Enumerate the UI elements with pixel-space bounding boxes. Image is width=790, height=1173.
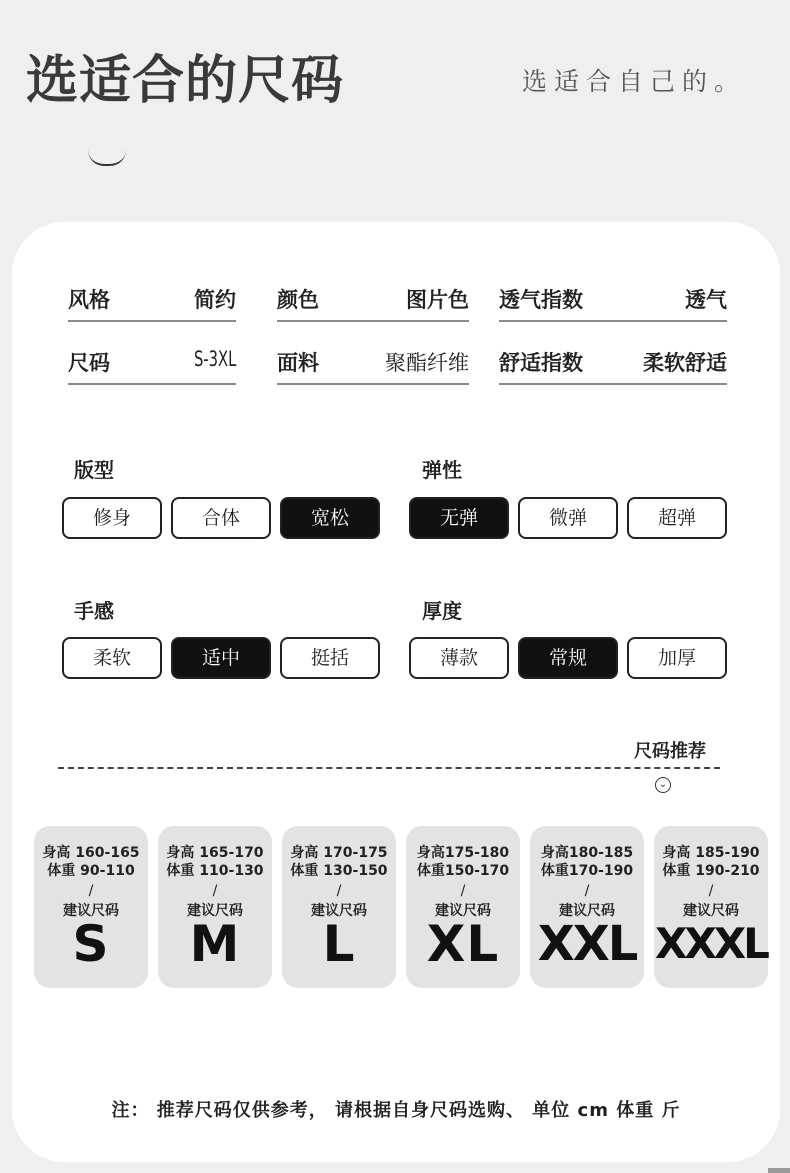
height-range: 身高180-185	[540, 845, 634, 861]
stretch-option-slight[interactable]: 微弹	[518, 497, 618, 539]
size-recommend-label: 尺码推荐	[634, 741, 706, 762]
size-letter: M	[189, 915, 241, 973]
size-card-l	[282, 826, 396, 988]
weight-range: 体重150-170	[416, 863, 510, 879]
thickness-title: 厚度	[422, 599, 462, 623]
slash-separator: /	[584, 883, 590, 899]
size-letter: XXL	[537, 916, 637, 972]
advice-label: 建议尺码	[559, 903, 615, 919]
advice-label: 建议尺码	[63, 903, 119, 919]
spec-row-2	[68, 339, 728, 385]
spec-size	[68, 339, 236, 385]
fit-option-regular[interactable]: 合体	[171, 497, 271, 539]
stretch-option-high[interactable]: 超弹	[627, 497, 727, 539]
smile-decoration-icon	[88, 150, 126, 166]
weight-range: 体重 190-210	[662, 863, 760, 879]
stretch-option-none[interactable]: 无弹	[409, 497, 509, 539]
spec-label: 颜色	[277, 288, 319, 312]
slash-separator: /	[212, 883, 218, 899]
thickness-option-thin[interactable]: 薄款	[409, 637, 509, 679]
spec-label: 尺码	[68, 351, 110, 375]
spec-label: 风格	[68, 288, 110, 312]
spec-value: 透气	[685, 288, 727, 312]
size-info	[158, 844, 272, 880]
size-info	[530, 844, 644, 880]
spec-label: 透气指数	[499, 288, 583, 312]
size-card-s	[34, 826, 148, 988]
spec-comfort	[499, 339, 727, 385]
spec-value: 柔软舒适	[643, 351, 727, 375]
height-range: 身高 170-175	[290, 845, 388, 861]
chevron-down-circle-icon: ⌄	[655, 777, 671, 793]
corner-decoration	[768, 1168, 790, 1173]
spec-value: S-3XL	[193, 347, 236, 371]
weight-range: 体重 130-150	[290, 863, 388, 879]
height-range: 身高 160-165	[42, 845, 140, 861]
size-card-xl	[406, 826, 520, 988]
size-card-xxl	[530, 826, 644, 988]
size-info	[34, 844, 148, 880]
height-range: 身高 165-170	[166, 845, 264, 861]
height-range: 身高 185-190	[662, 845, 760, 861]
feel-option-medium[interactable]: 适中	[171, 637, 271, 679]
weight-range: 体重 90-110	[47, 863, 135, 879]
size-letter: L	[322, 915, 356, 973]
spec-breathability	[499, 276, 727, 322]
advice-label: 建议尺码	[683, 903, 739, 919]
page-title: 选适合的尺码	[26, 51, 345, 111]
slash-separator: /	[336, 883, 342, 899]
size-letter: S	[72, 915, 110, 973]
advice-label: 建议尺码	[187, 903, 243, 919]
feel-title: 手感	[74, 599, 114, 623]
size-letter: XL	[426, 915, 500, 973]
spec-value: 图片色	[406, 288, 469, 312]
stretch-title: 弹性	[422, 458, 462, 482]
dashed-divider	[58, 767, 720, 769]
thickness-option-thick[interactable]: 加厚	[627, 637, 727, 679]
slash-separator: /	[88, 883, 94, 899]
footnote: 注： 推荐尺码仅供参考， 请根据自身尺码选购、 单位 cm 体重 斤	[111, 1100, 681, 1121]
size-info	[406, 844, 520, 880]
size-info	[282, 844, 396, 880]
slash-separator: /	[708, 883, 714, 899]
thickness-option-regular[interactable]: 常规	[518, 637, 618, 679]
spec-row-1	[68, 276, 728, 322]
fit-option-slim[interactable]: 修身	[62, 497, 162, 539]
page-subtitle: 选适合自己的。	[521, 67, 746, 96]
advice-label: 建议尺码	[311, 903, 367, 919]
weight-range: 体重 110-130	[166, 863, 264, 879]
advice-label: 建议尺码	[435, 903, 491, 919]
spec-value: 简约	[194, 288, 236, 312]
size-card-m	[158, 826, 272, 988]
size-letter: XXXL	[655, 919, 767, 968]
spec-style	[68, 276, 236, 322]
spec-value: 聚酯纤维	[385, 351, 469, 375]
fit-option-loose[interactable]: 宽松	[280, 497, 380, 539]
slash-separator: /	[460, 883, 466, 899]
size-card-xxxl	[654, 826, 768, 988]
size-info	[654, 844, 768, 880]
spec-color	[277, 276, 469, 322]
spec-fabric	[277, 339, 469, 385]
weight-range: 体重170-190	[540, 863, 634, 879]
feel-option-soft[interactable]: 柔软	[62, 637, 162, 679]
spec-label: 面料	[277, 351, 319, 375]
height-range: 身高175-180	[416, 845, 510, 861]
feel-option-stiff[interactable]: 挺括	[280, 637, 380, 679]
spec-label: 舒适指数	[499, 351, 583, 375]
size-guide-card	[12, 222, 780, 1162]
fit-title: 版型	[74, 458, 114, 482]
